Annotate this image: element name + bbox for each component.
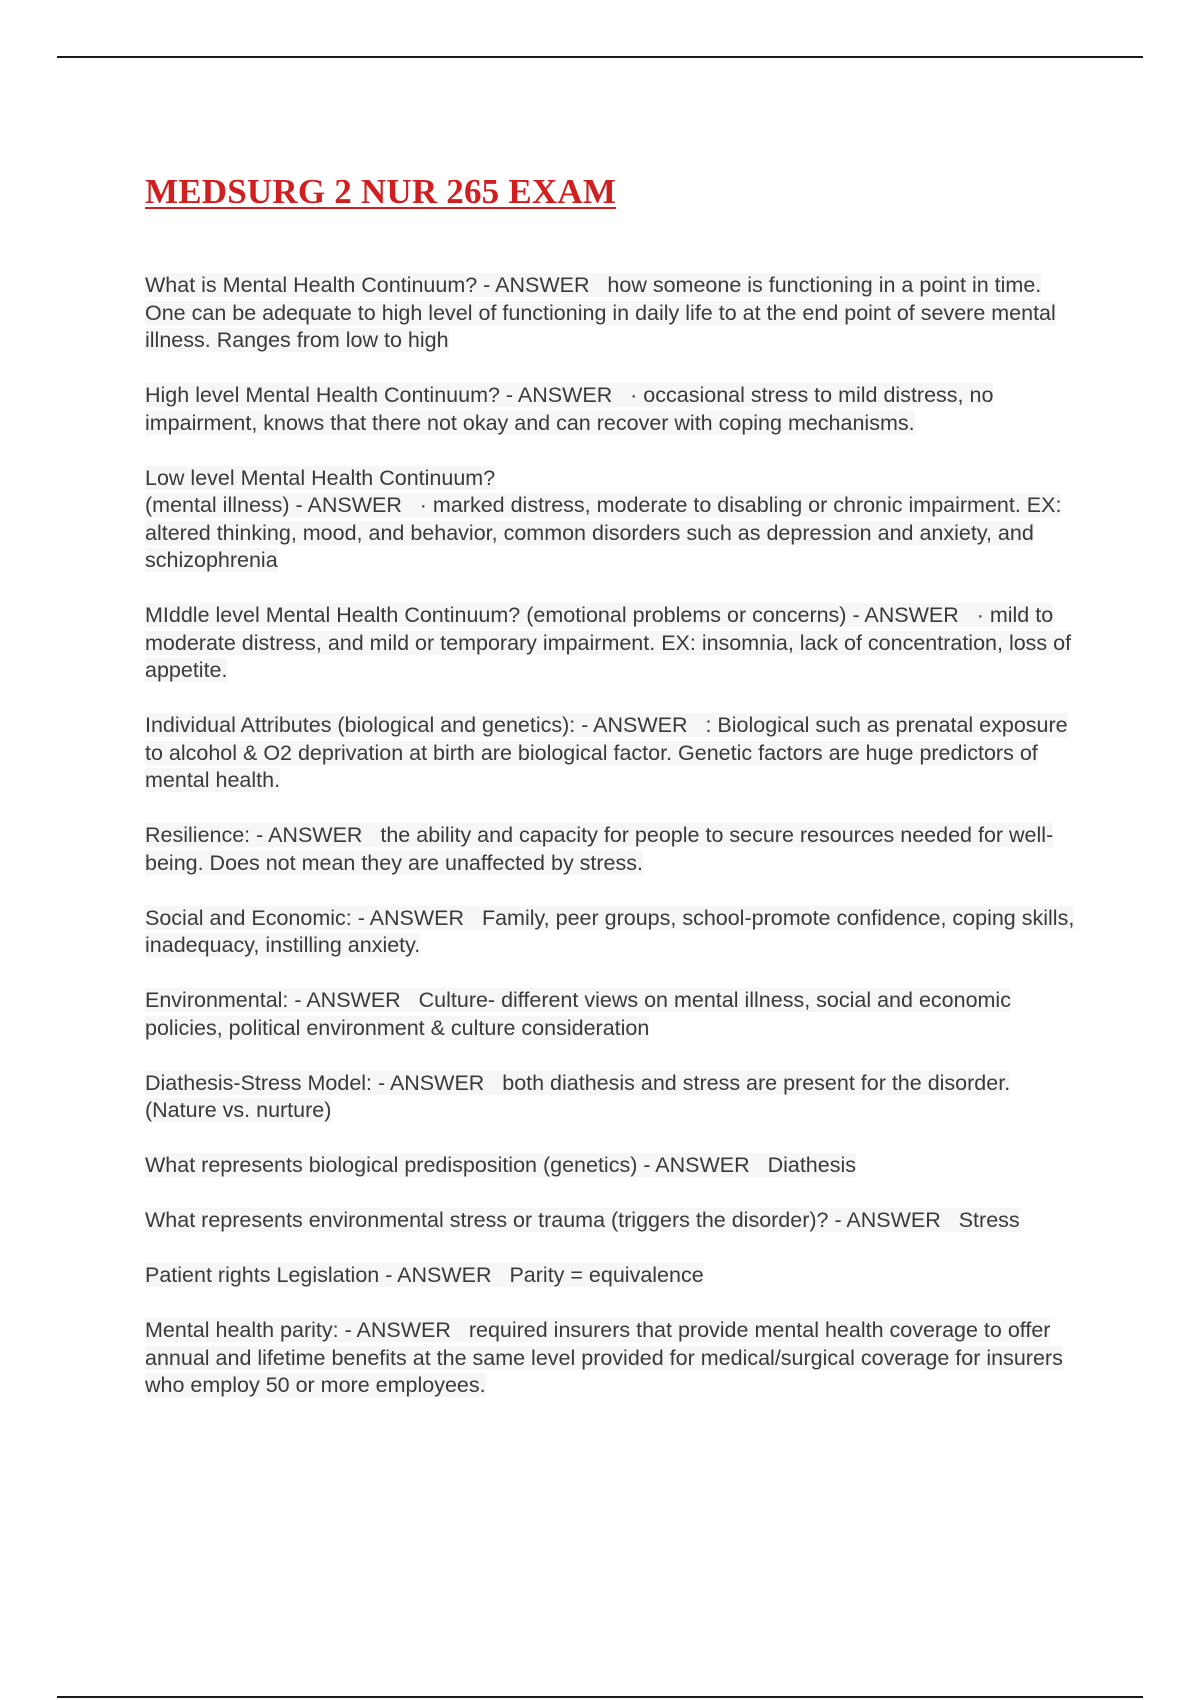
qa-item [145, 602, 1075, 685]
qa-item [145, 272, 1075, 355]
qa-question: Environmental: - ANSWER [145, 988, 401, 1012]
qa-question: MIddle level Mental Health Continuum? (emotional problems or concerns) - ANSWER [145, 603, 959, 627]
qa-item [145, 1207, 1075, 1235]
qa-item [145, 1317, 1075, 1400]
qa-answer: Parity = equivalence [509, 1263, 704, 1287]
qa-item [145, 382, 1075, 437]
qa-answer: · mild to moderate distress, and mild or temporary impairment. EX: insomnia, lack of concentration, loss of appetite. [145, 603, 1072, 682]
qa-item [145, 465, 1075, 575]
qa-answer: Stress [958, 1208, 1020, 1232]
top-rule [57, 56, 1143, 58]
qa-list [145, 272, 1075, 1427]
qa-question: Resilience: - ANSWER [145, 823, 363, 847]
qa-answer: both diathesis and stress are present for the disorder. (Nature vs. nurture) [145, 1070, 1011, 1122]
qa-item [145, 987, 1075, 1042]
qa-answer: Family, peer groups, school-promote confidence, coping skills, inadequacy, instilling anxiety. [145, 905, 1075, 957]
qa-question: Social and Economic: - ANSWER [145, 905, 465, 930]
qa-item [145, 1070, 1075, 1125]
qa-question: What represents biological predisposition (genetics) - ANSWER [145, 1153, 750, 1177]
qa-question: Diathesis-Stress Model: - ANSWER [145, 1070, 485, 1095]
qa-question: Patient rights Legislation - ANSWER [145, 1263, 492, 1287]
qa-question: What represents environmental stress or trauma (triggers the disorder)? - ANSWER [145, 1208, 941, 1232]
qa-answer: : Biological such as prenatal exposure to alcohol & O2 deprivation at birth are biological factor. Genetic factors are huge predictors of mental health. [145, 713, 1068, 792]
qa-question: Low level Mental Health Continuum? (mental illness) - ANSWER [145, 465, 496, 517]
qa-question: Individual Attributes (biological and genetics): - ANSWER [145, 713, 688, 737]
qa-item [145, 1262, 1075, 1290]
qa-item [145, 822, 1075, 877]
qa-question: What is Mental Health Continuum? - ANSWER [145, 273, 590, 297]
qa-answer: · occasional stress to mild distress, no impairment, knows that there not okay and can recover with coping mechanisms. [145, 383, 994, 435]
qa-question: High level Mental Health Continuum? - ANSWER [145, 383, 613, 407]
qa-answer: the ability and capacity for people to secure resources needed for well-being. Does not mean they are unaffected by stress. [145, 823, 1054, 875]
document-title: MEDSURG 2 NUR 265 EXAM [145, 172, 617, 211]
qa-item [145, 712, 1075, 795]
qa-answer: · marked distress, moderate to disabling or chronic impairment. EX: altered thinking, mood, and behavior, common disorders such as depression and anxiety, and schizophrenia [145, 493, 1062, 572]
bottom-rule [57, 1696, 1143, 1698]
qa-item [145, 905, 1075, 960]
qa-answer: how someone is functioning in a point in time. One can be adequate to high level of functioning in daily life to at the end point of severe mental illness. Ranges from low to high [145, 273, 1056, 352]
qa-answer: Diathesis [767, 1153, 857, 1177]
qa-question: Mental health parity: - ANSWER [145, 1318, 451, 1342]
qa-answer: Culture- different views on mental illness, social and economic policies, political environment & culture consideration [145, 988, 1011, 1040]
qa-answer: required insurers that provide mental health coverage to offer annual and lifetime benefits at the same level provided for medical/surgical coverage for insurers who employ 50 or more employees. [145, 1318, 1063, 1397]
qa-item [145, 1152, 1075, 1180]
